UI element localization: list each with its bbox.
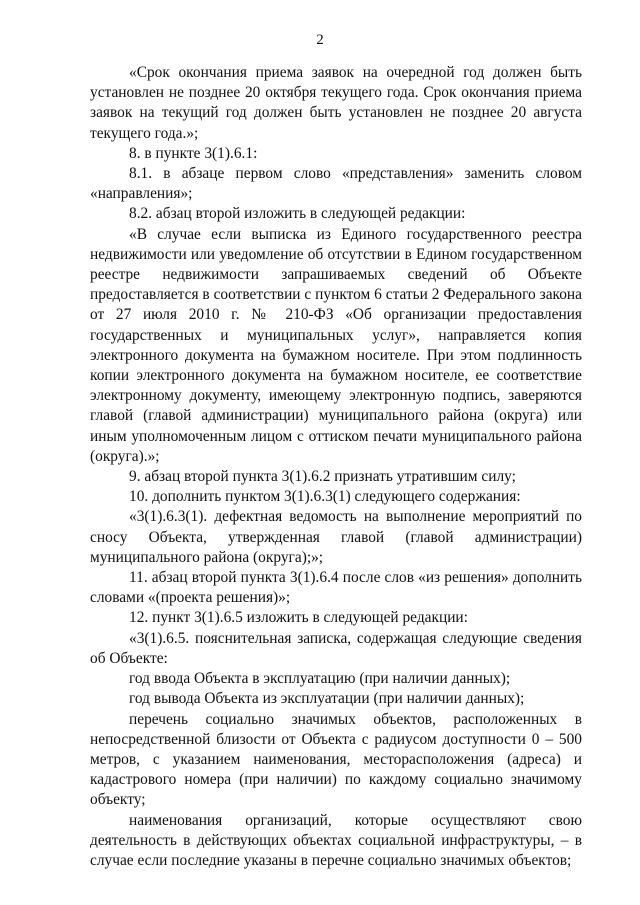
paragraph: 12. пункт 3(1).6.5 изложить в следующей редакции: [129, 609, 468, 627]
paragraph: перечень социально значимых объектов, расположенных в непосредственной близости от Объекта с радиусом доступности 0 – 500 метров, с указанием наименования, месторасположения (адреса) и кадастрового номера (при наличии) по каждому социально значимому объекту; [90, 710, 582, 809]
paragraph: «3(1).6.5. пояснительная записка, содержащая следующие сведения об Объекте: [90, 629, 582, 667]
paragraph: год вывода Объекта из эксплуатации (при наличии данных); [129, 690, 525, 708]
paragraph: наименования организаций, которые осуществляют свою деятельность в действующих объектах социальной инфраструктуры, – в случае если последние указаны в перечне социально значимых объектов; [90, 811, 582, 869]
paragraph: год ввода Объекта в эксплуатацию (при наличии данных); [129, 670, 511, 688]
paragraph: 10. дополнить пунктом 3(1).6.3(1) следующего содержания: [129, 488, 521, 506]
paragraph: 9. абзац второй пункта 3(1).6.2 признать утратившим силу; [129, 468, 516, 486]
document-body [90, 63, 582, 871]
paragraph: «Срок окончания приема заявок на очередной год должен быть установлен не позднее 20 октября текущего года. Срок окончания приема заявок на текущий год должен быть установлен не позднее 20 августа текущего года.»; [90, 64, 582, 142]
paragraph: 8. в пункте 3(1).6.1: [129, 144, 258, 162]
paragraph: «3(1).6.3(1). дефектная ведомость на выполнение мероприятий по сносу Объекта, утвержденная главой (главой администрации) муниципального района (округа);»; [90, 508, 582, 566]
paragraph: «В случае если выписка из Единого государственного реестра недвижимости или уведомление об отсутствии в Едином государственном реестре недвижимости запрашиваемых сведений об Объекте предоставляется в соответствии с пунктом 6 статьи 2 Федерального закона от 27 июля 2010 г. № 210-ФЗ «Об организации предоставления государственных и муниципальных услуг», направляется копия электронного документа на бумажном носителе. При этом подлинность копии электронного документа на бумажном носителе, ее соответствие электронному документу, имеющему электронную подпись, заверяются главой (главой администрации) муниципального района (округа) или иным уполномоченным лицом с оттиском печати муниципального района (округа).»; [90, 225, 582, 465]
page-number: 2 [316, 32, 324, 48]
paragraph: 8.1. в абзаце первом слово «представления» заменить словом «направления»; [90, 165, 582, 203]
paragraph: 8.2. абзац второй изложить в следующей редакции: [129, 205, 466, 223]
paragraph: 11. абзац второй пункта 3(1).6.4 после слов «из решения» дополнить словами «(проекта решения)»; [90, 569, 582, 607]
